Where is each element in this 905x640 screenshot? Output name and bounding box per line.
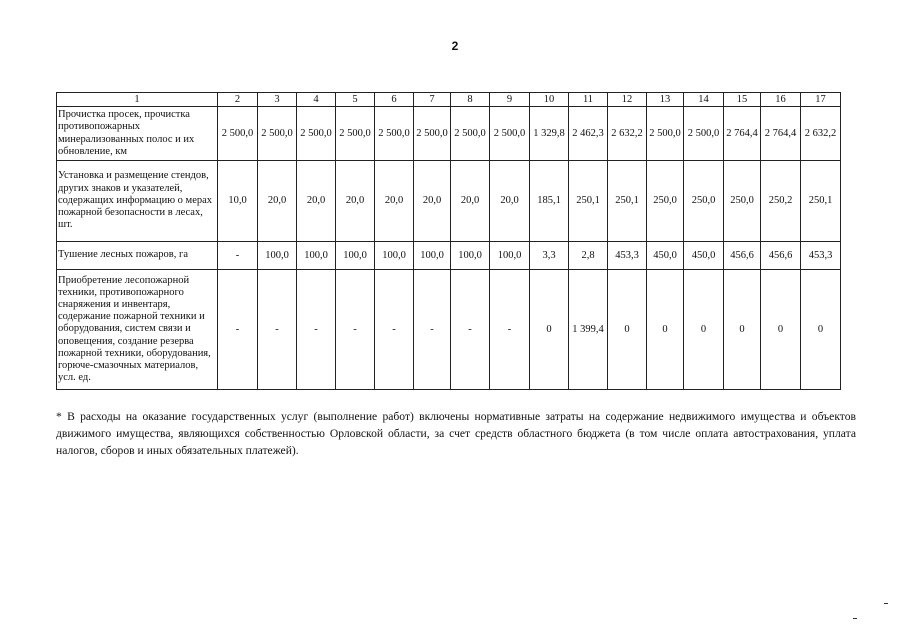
table-cell: 20,0 [297, 161, 336, 242]
column-header: 14 [684, 93, 724, 107]
table-cell: 20,0 [336, 161, 375, 242]
table-cell: 100,0 [297, 242, 336, 270]
row-label: Приобретение лесопожарной техники, противопожарного снаряжения и инвентаря, содержание пожарной техники и оборудования, систем связи и оповещения, создание резерва пожарной техники, оборудования, горюче-смазочных материалов, усл. ед. [57, 270, 218, 390]
table-cell: 20,0 [490, 161, 530, 242]
column-header: 8 [451, 93, 490, 107]
table-cell: 2 632,2 [608, 107, 647, 161]
table-cell: 2 764,4 [761, 107, 801, 161]
table-cell: 250,1 [569, 161, 608, 242]
table-cell: 20,0 [375, 161, 414, 242]
table-cell: 2 500,0 [258, 107, 297, 161]
table-cell: 2 500,0 [375, 107, 414, 161]
table-cell: 2 500,0 [451, 107, 490, 161]
column-header: 11 [569, 93, 608, 107]
table-cell: - [336, 270, 375, 390]
table-cell: 250,0 [647, 161, 684, 242]
table-cell: 2 764,4 [724, 107, 761, 161]
column-header: 10 [530, 93, 569, 107]
column-header: 15 [724, 93, 761, 107]
table-cell: 1 329,8 [530, 107, 569, 161]
table-cell: 2,8 [569, 242, 608, 270]
table-cell: 0 [724, 270, 761, 390]
column-header: 16 [761, 93, 801, 107]
table-cell: 100,0 [258, 242, 297, 270]
scan-mark [884, 603, 888, 604]
row-label: Установка и размещение стендов, других знаков и указателей, содержащих информацию о мерах пожарной безопасности в лесах, шт. [57, 161, 218, 242]
table-cell: 2 632,2 [801, 107, 841, 161]
table-cell: 2 500,0 [490, 107, 530, 161]
table-cell: - [375, 270, 414, 390]
table-cell: 20,0 [451, 161, 490, 242]
table-cell: 450,0 [684, 242, 724, 270]
table-cell: 1 399,4 [569, 270, 608, 390]
table-cell: 0 [761, 270, 801, 390]
table-cell: 450,0 [647, 242, 684, 270]
table-cell: 250,1 [608, 161, 647, 242]
table-cell: 453,3 [801, 242, 841, 270]
row-label: Прочистка просек, прочистка противопожарных минерализованных полос и их обновление, км [57, 107, 218, 161]
table-cell: 2 500,0 [297, 107, 336, 161]
table-cell: 456,6 [761, 242, 801, 270]
table-cell: 250,2 [761, 161, 801, 242]
table-cell: - [297, 270, 336, 390]
table-cell: - [451, 270, 490, 390]
table-cell: 2 500,0 [336, 107, 375, 161]
table-cell: 20,0 [258, 161, 297, 242]
column-header: 5 [336, 93, 375, 107]
table-cell: 100,0 [451, 242, 490, 270]
table-row [57, 161, 841, 242]
column-header: 4 [297, 93, 336, 107]
table-cell: 20,0 [414, 161, 451, 242]
column-header: 12 [608, 93, 647, 107]
table-cell: 2 500,0 [647, 107, 684, 161]
column-header: 1 [57, 93, 218, 107]
table-cell: 100,0 [490, 242, 530, 270]
table-cell: 0 [608, 270, 647, 390]
table-header-row [57, 93, 841, 107]
table-cell: 2 500,0 [684, 107, 724, 161]
page-number: 2 [451, 39, 459, 53]
footnote: * В расходы на оказание государственных услуг (выполнение работ) включены нормативные затраты на содержание недвижимого имущества и объектов движимого имущества, являющихся собственностью Орловской области, за счет средств областного бюджета (в том числе оплата автострахования, уплата налогов, сборов и иных обязательных платежей). [56, 410, 856, 457]
data-table [56, 92, 841, 390]
table-cell: 250,0 [724, 161, 761, 242]
table-cell: - [218, 242, 258, 270]
column-header: 2 [218, 93, 258, 107]
row-label: Тушение лесных пожаров, га [57, 242, 218, 270]
table-cell: 2 462,3 [569, 107, 608, 161]
column-header: 13 [647, 93, 684, 107]
column-header: 9 [490, 93, 530, 107]
table-cell: 456,6 [724, 242, 761, 270]
column-header: 17 [801, 93, 841, 107]
column-header: 3 [258, 93, 297, 107]
table-cell: 0 [801, 270, 841, 390]
table-cell: 100,0 [414, 242, 451, 270]
table-cell: 250,1 [801, 161, 841, 242]
table-cell: 10,0 [218, 161, 258, 242]
column-header: 6 [375, 93, 414, 107]
table-cell: 3,3 [530, 242, 569, 270]
table-cell: - [414, 270, 451, 390]
table-cell: 100,0 [336, 242, 375, 270]
table-cell: 250,0 [684, 161, 724, 242]
table-cell: 0 [530, 270, 569, 390]
table-cell: - [258, 270, 297, 390]
table-cell: - [218, 270, 258, 390]
table-cell: - [490, 270, 530, 390]
table-row [57, 107, 841, 161]
scan-mark [853, 618, 857, 619]
table-cell: 100,0 [375, 242, 414, 270]
table-row [57, 270, 841, 390]
column-header: 7 [414, 93, 451, 107]
table-cell: 0 [647, 270, 684, 390]
table-row [57, 242, 841, 270]
table-cell: 185,1 [530, 161, 569, 242]
table-cell: 2 500,0 [218, 107, 258, 161]
table-cell: 2 500,0 [414, 107, 451, 161]
table-cell: 0 [684, 270, 724, 390]
table-cell: 453,3 [608, 242, 647, 270]
